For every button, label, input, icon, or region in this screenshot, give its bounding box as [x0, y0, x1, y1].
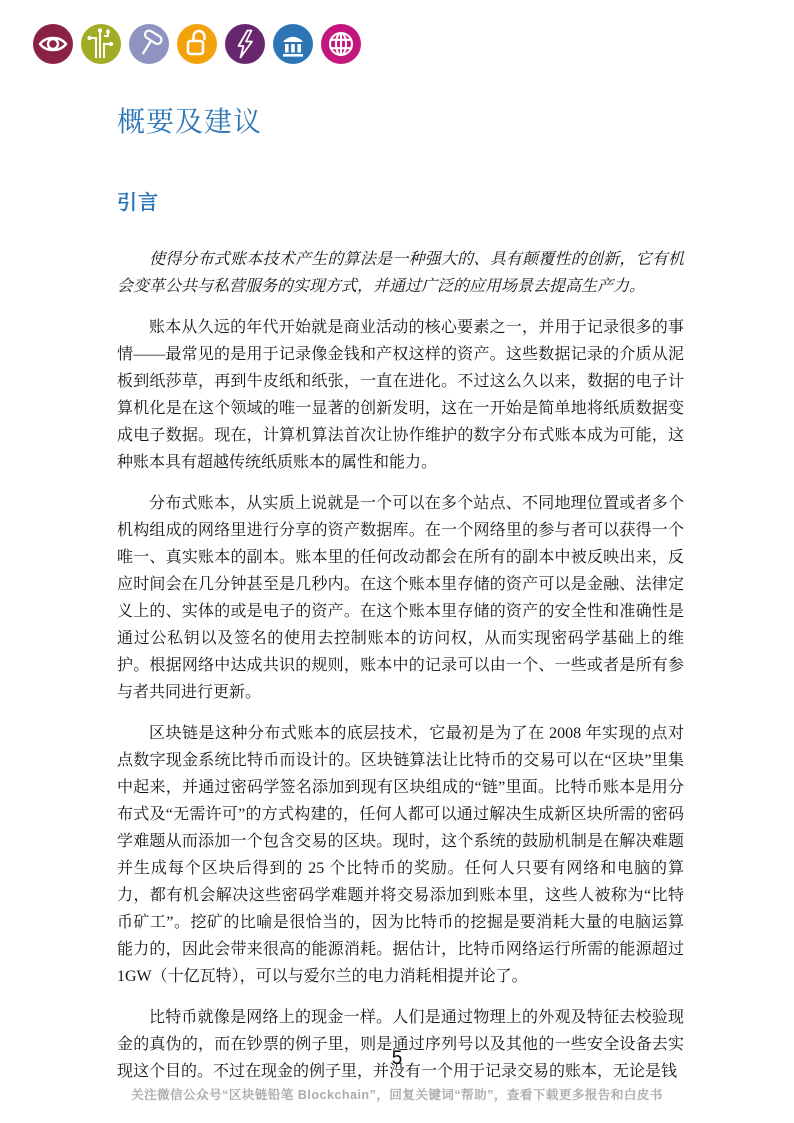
category-icon-row — [33, 24, 361, 64]
page-number: 5 — [391, 1048, 403, 1069]
lead-paragraph: 使得分布式账本技术产生的算法是一种强大的、具有颠覆性的创新，它有机会变革公共与私营服务的实现方式，并通过广泛的应用场景去提高生产力。 — [117, 251, 684, 295]
bank-icon — [273, 24, 313, 64]
eye-icon — [33, 24, 73, 64]
body-paragraph: 区块链是这种分布式账本的底层技术，它最初是为了在 2008 年实现的点对点数字现金系统比特币而设计的。区块链算法让比特币的交易可以在“区块”里集中起来，并通过密码学签名添加到现有区块组成的“链”里面。比特币账本是用分布式及“无需许可”的方式构建的，任何人都可以通过解决生成新区块所需的密码学难题从而添加一个包含交易的区块。现时，这个系统的鼓励机制是在解决难题并生成每个区块后得到的 25 个比特币的奖励。任何人只要有网络和电脑的算力，都有机会解决这些密码学难题并将交易添加到账本里，这些人被称为“比特币矿工”。挖矿的比喻是很恰当的，因为比特币的挖掘是要消耗大量的电脑运算能力的，因此会带来很高的能源消耗。据估计，比特币网络运行所需的能源超过 1GW（十亿瓦特），可以与爱尔兰的电力消耗相提并论了。 — [117, 725, 684, 985]
page-title: 概要及建议 — [117, 106, 263, 137]
body-paragraph: 账本从久远的年代开始就是商业活动的核心要素之一，并用于记录很多的事情——最常见的是用于记录像金钱和产权这样的资产。这些数据记录的介质从泥板到纸莎草，再到牛皮纸和纸张，一直在进化。不过这么久以来，数据的电子计算机化是在这个领域的唯一显著的创新发明，这在一开始是简单地将纸质数据变成电子数据。现在，计算机算法首次让协作维护的数字分布式账本成为可能，这种账本具有超越传统纸质账本的属性和能力。 — [117, 319, 684, 471]
globe-icon — [321, 24, 361, 64]
main-content — [117, 104, 684, 1099]
lightning-icon — [225, 24, 265, 64]
body-paragraph: 分布式账本，从实质上说就是一个可以在多个站点、不同地理位置或者多个机构组成的网络里进行分享的资产数据库。在一个网络里的参与者可以获得一个唯一、真实账本的副本。账本里的任何改动都会在所有的副本中被反映出来，反应时间会在几分钟甚至是几秒内。在这个账本里存储的资产可以是金融、法律定义上的、实体的或是电子的资产。在这个账本里存储的资产的安全性和准确性是通过公私钥以及签名的使用去控制账本的访问权，从而实现密码学基础上的维护。根据网络中达成共识的规则，账本中的记录可以由一个、一些或者是所有参与者共同进行更新。 — [117, 495, 684, 701]
circuit-icon — [81, 24, 121, 64]
footer-note: 关注微信公众号“区块链铅笔 Blockchain”，回复关键词“帮助”，查看下载更多报告和白皮书 — [131, 1088, 663, 1102]
section-heading-intro: 引言 — [117, 192, 159, 214]
padlock-icon — [177, 24, 217, 64]
body-paragraph: 比特币就像是网络上的现金一样。人们是通过物理上的外观及特征去校验现金的真伪的，而在钞票的例子里，则是通过序列号以及其他的一些安全设备去实现这个目的。不过在现金的例子里，并没有一个用于记录交易的账本，无论是钱 — [117, 1009, 684, 1080]
gavel-icon — [129, 24, 169, 64]
